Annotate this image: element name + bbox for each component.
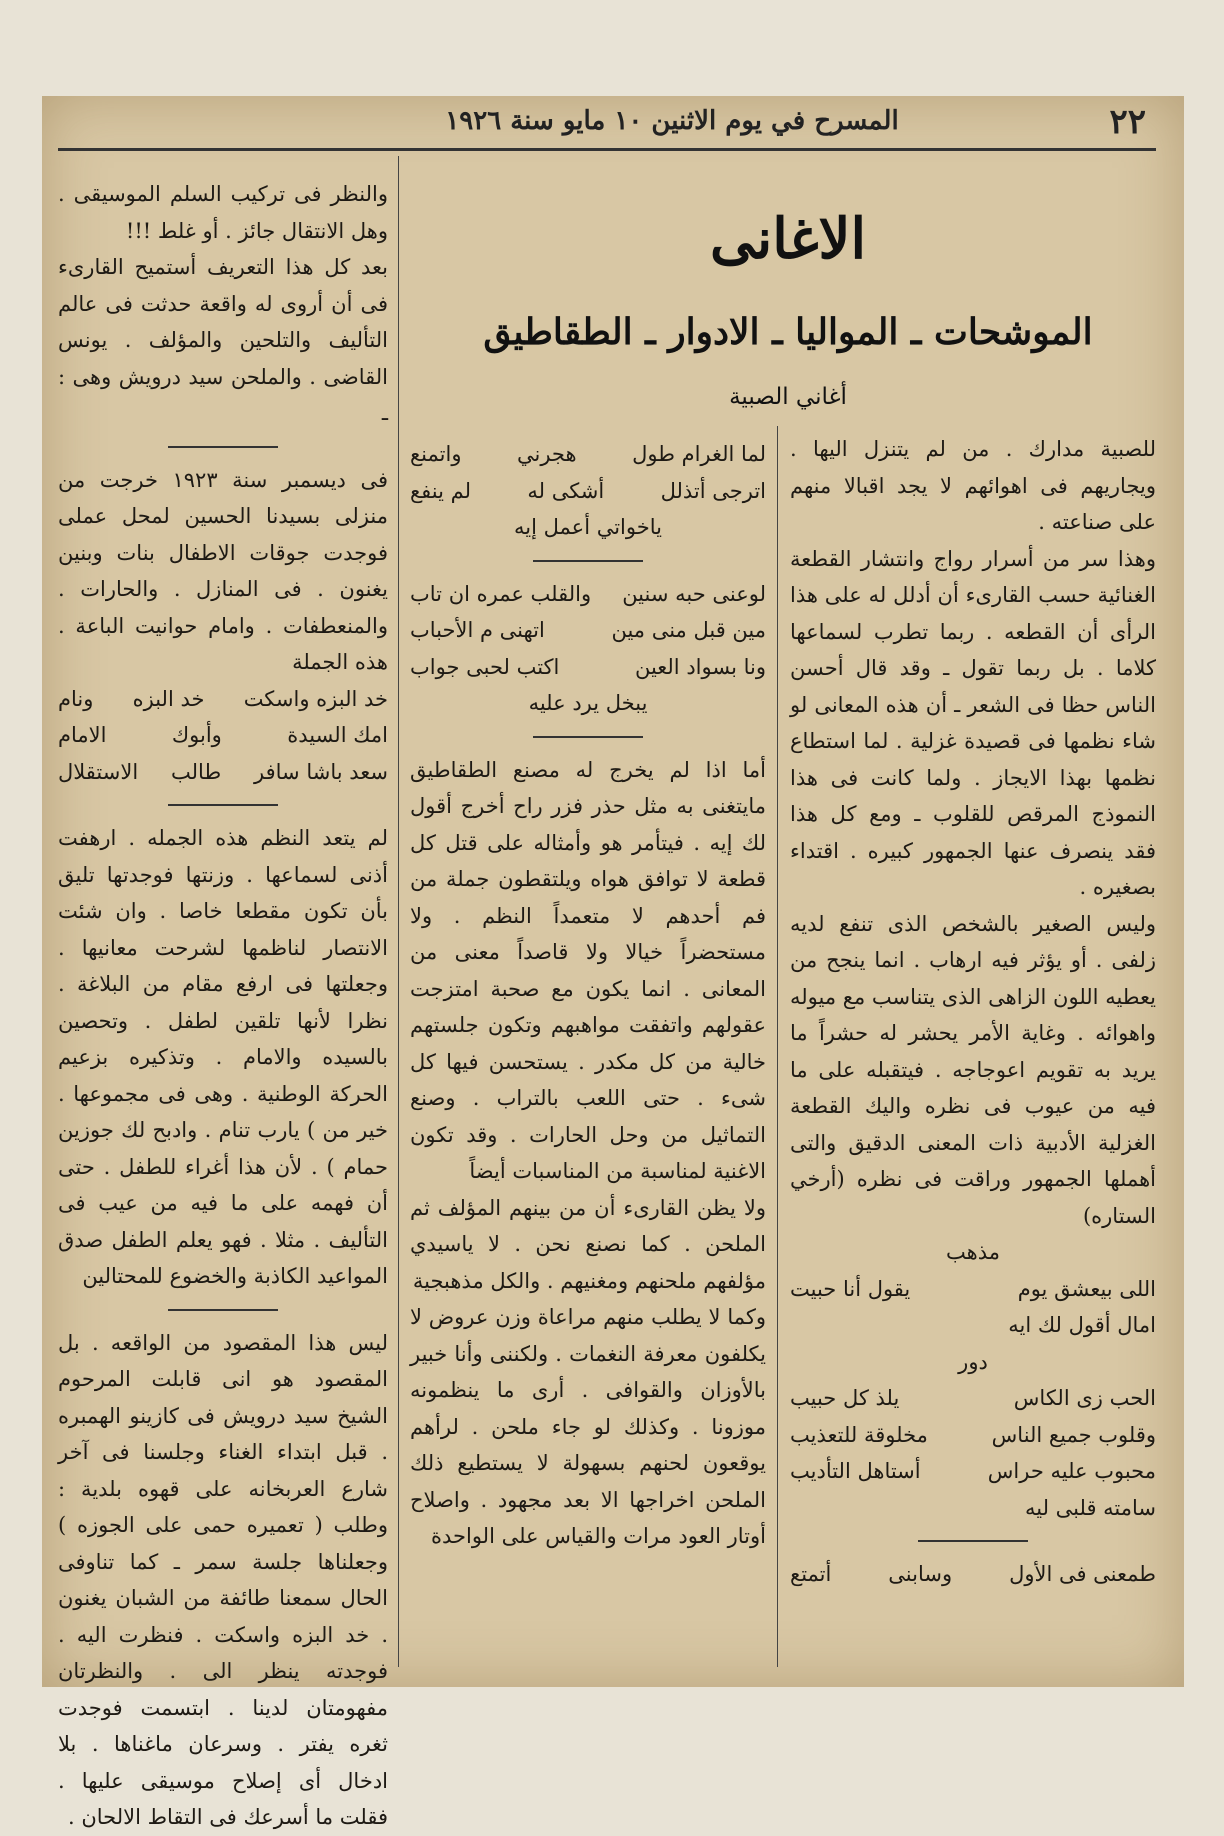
verse-line: وقلوب جميع الناس مخلوقة للتعذيب	[790, 1422, 1156, 1447]
separator-rule	[533, 560, 643, 562]
verse-line: طمعنى فى الأول وسابنى أتمتع	[790, 1562, 1156, 1586]
verse-refrain: ياخواتي أعمل إيه	[514, 515, 662, 539]
column-right	[790, 431, 1156, 1593]
paragraph: لم يتعد النظم هذه الجمله . ارهفت أذنى لسماعها . وزنتها فوجدتها تليق بأن تكون مقطعا خاصا . وان شئت الانتصار لناظمها لشرحت معانيها . وجعلتها فى ارفع مقام من البلاغة . نظرا لأنها تلقين لطفل . وتحصين بالسيده والامام . وتذكيره بزعيم الحركة الوطنية . وهى فى مجموعها . خير من ) يارب تنام . وادبح لك جوزين حمام ) . لأن هذا أغراء للطفل . حتى أن فهمه على ما فيه من عيب فى التأليف . مثلا . فهو يعلم الطفل صدق المواعيد الكاذبة والخضوع للمحتالين	[58, 826, 388, 1288]
paragraph: فى ديسمبر سنة ١٩٢٣ خرجت من منزلى بسيدنا الحسين لمحل عملى فوجدت جوقات الاطفال بنات وبنين يغنون . فى المنازل . والحارات . والمنعطفات . وامام حوانيت الباعة . هذه الجملة	[58, 467, 388, 674]
separator-rule	[168, 1309, 278, 1311]
paragraph: بعد كل هذا التعريف أستميح القارىء فى أن أروى له واقعة حدثت فى عالم التأليف والتلحين والمؤلف . يونس القاضى . والملحن سيد درويش وهى : ـ	[58, 255, 388, 425]
article-section-heading: أغاني الصبية	[729, 384, 847, 410]
page-header	[42, 96, 1184, 154]
madhhab-label: مذهب	[946, 1240, 1000, 1264]
verse-line: لما الغرام طول هجرني واتمنع	[410, 442, 766, 466]
paragraph: وهذا سر من أسرار رواج وانتشار القطعة الغنائية حسب القارىء أن أدلل له على هذا الرأى أن القطعه . ربما تطرب لسماعها كلاما . بل ربما تقول ـ وقد قال أحسن الناس حظا فى الشعر ـ أن هذه المعانى لو شاء نظمها فى قصيدة غزلية . لما استطاع نظمها بهذا الايجاز . ولما كانت فى هذا النموذج المرقص للقلوب ـ ومع كل هذا فقد ينصرف عنها الجمهور كبيره . اقتداء بصغيره .	[790, 546, 1156, 899]
verse-line: امك السيدة وأبوك الامام	[58, 723, 388, 747]
article-title: الاغانى	[709, 206, 867, 272]
column-middle	[410, 436, 766, 1555]
verse-line: امال أقول لك ايه	[1008, 1313, 1156, 1337]
separator-rule	[918, 1540, 1028, 1542]
column-left	[58, 176, 388, 1836]
article-subtitle: الموشحات ـ المواليا ـ الادوار ـ الطقاطيق	[483, 311, 1093, 353]
verse-line: لوعنى حبه سنين والقلب عمره ان تاب	[410, 581, 766, 606]
running-head: المسرح في يوم الاثنين ١٠ مايو سنة ١٩٢٦	[445, 106, 899, 136]
paragraph: وليس الصغير بالشخص الذى تنفع لديه زلفى . أو يؤثر فيه ارهاب . انما ينجح من يعطيه اللون الزاهى الذى يتناسب مع ميوله واهوائه . وغاية الأمر يحشر له حشراً ما يريد به تقويم اعوجاجه . فيتقبله على ما فيه من عيوب فى نظره واليك القطعة الغزلية الأدبية ذات المعنى الدقيق والتى أهملها الجمهور وراقت فى نظره (أرخي الستاره)	[790, 911, 1156, 1228]
separator-rule	[533, 736, 643, 738]
separator-rule	[168, 804, 278, 806]
verse-line: الحب زى الكاس يلذ كل حبيب	[790, 1386, 1156, 1410]
paragraph: للصبية مدارك . من لم يتنزل اليها . ويجاريهم فى اهوائهم لا يجد اقبالا منهم على صناعته .	[790, 437, 1156, 534]
dawr-label: دور	[958, 1349, 988, 1374]
verse-line: محبوب عليه حراس أستاهل التأديب	[790, 1459, 1156, 1483]
header-rule	[58, 148, 1156, 151]
column-divider-right	[777, 426, 778, 1667]
paragraph: أما اذا لم يخرج له مصنع الطقاطيق مايتغنى به مثل حذر فزر راح أخرج أقول لك إيه . فيتأمر هو وأمثاله على قتل كل قطعة لا توافق هواه ويلتقطون جملة من فم أحدهم لا متعمداً النظم . ولا مستحضراً خيالا ولا قاصداً معنى من المعانى . انما يكون مع صحبة امتزجت عقولهم واتفقت مواهبهم وتكون جلستهم خالية من كل مكدر . يستحسن فيها كل شىء . حتى اللعب بالتراب . وصنع التماثيل من وحل الحارات . وقد تكون الاغنية لمناسبة من المناسبات أيضاً	[410, 757, 766, 1183]
verse-line: اللى بيعشق يوم يقول أنا حبيت	[790, 1276, 1156, 1301]
verse-line: مين قبل منى مين اتهنى م الأحباب	[410, 618, 766, 642]
verse-line: سامته قلبى ليه	[1024, 1495, 1156, 1520]
newspaper-page	[42, 96, 1184, 1829]
verse-line: ونا بسواد العين اكتب لحبى جواب	[410, 654, 766, 679]
verse-refrain: يبخل يرد عليه	[528, 691, 648, 715]
verse-line: خد البزه واسكت خد البزه ونام	[58, 686, 388, 711]
column-divider-left	[398, 156, 399, 1667]
verse-line: سعد باشا سافر طالب الاستقلال	[58, 759, 388, 784]
paragraph: ولا يظن القارىء أن من بينهم المؤلف ثم الملحن . كما نصنع نحن . لا ياسيدي مؤلفهم ملحنهم ومغنيهم . والكل مذهبجية	[410, 1195, 766, 1293]
paragraph: والنظر فى تركيب السلم الموسيقى . وهل الانتقال جائز . أو غلط !!!	[58, 182, 388, 243]
verse-line: اترجى أتذلل أشكى له لم ينفع	[410, 478, 766, 503]
page-number: ٢٢	[1109, 102, 1146, 142]
separator-rule	[168, 446, 278, 448]
paragraph: وكما لا يطلب منهم مراعاة وزن عروض لا يكلفون معرفة النغمات . ولكننى وأنا خبير بالأوزان والقوافى . أرى ما ينظمونه موزونا . وكذلك لو جاء ملحن . لرأهم يوقعون لحنهم بسهولة لا يستطيع ذلك الملحن اخراجها الا بعد مجهود . واصلاح أوتار العود مرات والقياس على الواحدة	[410, 1305, 766, 1548]
paragraph: ليس هذا المقصود من الواقعه . بل المقصود هو انى قابلت المرحوم الشيخ سيد درويش فى كازينو الهمبره . قبل ابتداء الغناء وجلسنا فى آخر شارع العربخانه على قهوه بلدية : وطلب ( تعميره حمى على الجوزه ) وجعلناها جلسة سمر ـ كما تناوفى الحال سمعنا طائفة من الشبان يغنون . خد البزه واسكت . فنظرت اليه . فوجدته ينظر الى . والنظرتان مفهومتان لدينا . ابتسمت فوجدت ثغره يفتر . وسرعان ماغناها . بلا ادخال أى إصلاح موسيقى عليها . فقلت ما أسرعك فى التقاط الالحان .	[58, 1330, 388, 1829]
